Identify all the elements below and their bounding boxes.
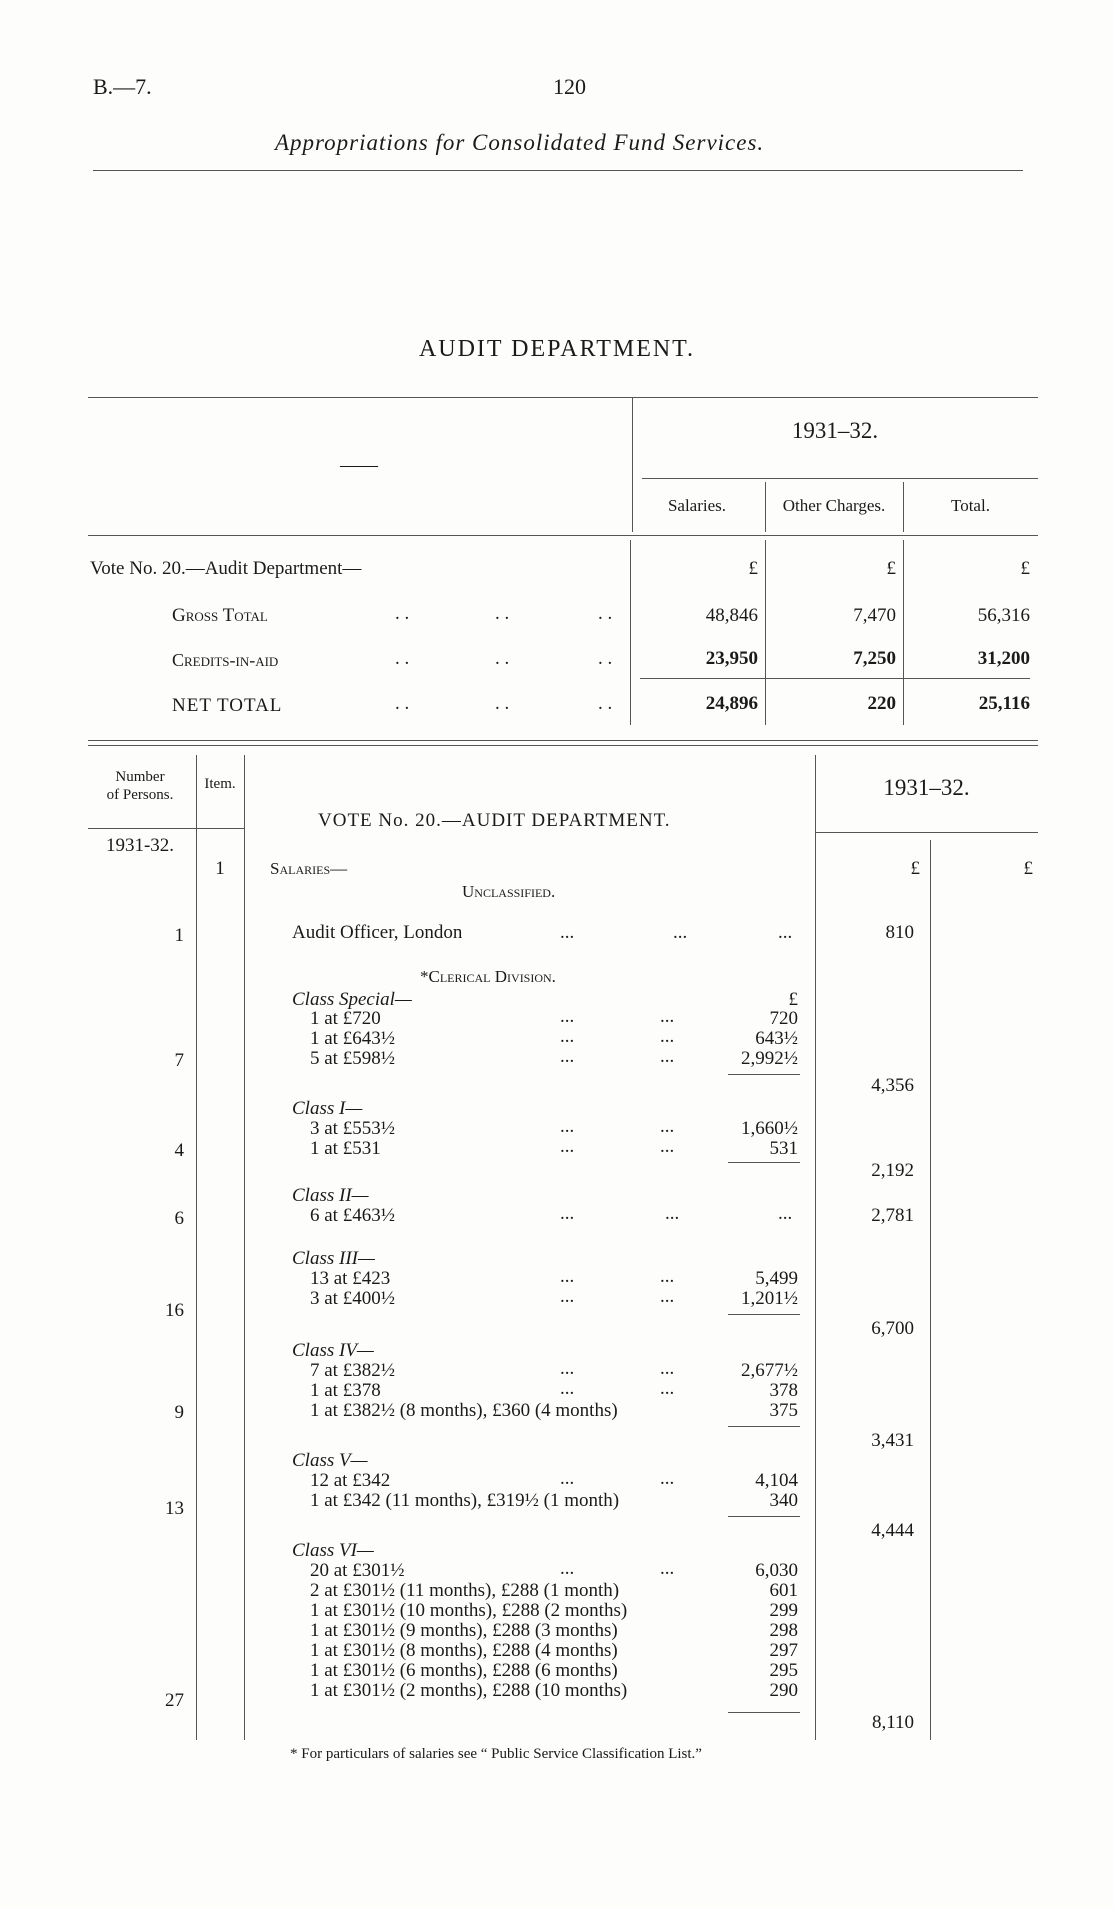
class-ii-subtotal: 2,781 (871, 1205, 914, 1226)
currency-total: £ (1020, 558, 1030, 579)
persons-class-vi: 27 (165, 1690, 184, 1711)
summary-body-sep (765, 540, 766, 725)
department-title: AUDIT DEPARTMENT. (418, 336, 696, 362)
sub-currency: £ (788, 989, 798, 1010)
ellipsis: ... (778, 1203, 793, 1224)
col-total: Total. (951, 496, 990, 515)
dot-leader: . . (495, 693, 510, 714)
document-code: B.—7. (93, 74, 152, 99)
footnote: * For particulars of salaries see “ Public Service Classification List.” (290, 1746, 702, 1762)
line-text: 6 at £463½ (310, 1205, 395, 1226)
line-text: 1 at £301½ (10 months), £288 (2 months) (310, 1600, 628, 1621)
dot-leader: . . (395, 648, 410, 669)
persons-class-iii: 16 (165, 1300, 184, 1321)
summary-year: 1931–32. (791, 418, 879, 443)
gross-salaries: 48,846 (705, 605, 758, 626)
persons-class-special: 7 (174, 1050, 184, 1071)
ellipsis: ... (560, 1286, 575, 1307)
line-amount: 1,660½ (741, 1118, 798, 1139)
ellipsis: ... (660, 1266, 675, 1287)
class-special-label: Class Special— (292, 989, 412, 1010)
gross-other: 7,470 (853, 605, 896, 626)
amount-col-divider (930, 840, 931, 1740)
line-amount: 2,677½ (741, 1360, 798, 1381)
line-text: 5 at £598½ (310, 1048, 395, 1069)
detail-currency-2: £ (1023, 858, 1033, 879)
line-text: 7 at £382½ (310, 1360, 395, 1381)
persons-item-divider (196, 755, 197, 1740)
line-text: 20 at £301½ (310, 1560, 405, 1581)
ellipsis: ... (778, 922, 793, 943)
summary-dash: —— (340, 455, 378, 476)
line-text: 3 at £553½ (310, 1118, 395, 1139)
subtotal-rule (728, 1314, 800, 1315)
line-text: 1 at £301½ (2 months), £288 (10 months) (310, 1680, 628, 1701)
subtotal-rule (728, 1074, 800, 1075)
class-v-label: Class V— (292, 1450, 368, 1471)
line-text: 13 at £423 (310, 1268, 391, 1289)
ellipsis: ... (660, 1358, 675, 1379)
header-rule (93, 170, 1023, 171)
dot-leader: . . (495, 648, 510, 669)
class-iii-subtotal: 6,700 (871, 1318, 914, 1339)
persons-class-iv: 9 (174, 1402, 184, 1423)
summary-bottom-rule-2 (88, 745, 1038, 746)
net-other: 220 (867, 693, 896, 714)
ellipsis: ... (673, 922, 688, 943)
credits-other: 7,250 (853, 648, 896, 669)
class-i-label: Class I— (292, 1098, 363, 1119)
col-number-label: Number (115, 769, 165, 785)
line-text: 1 at £301½ (9 months), £288 (3 months) (310, 1620, 618, 1641)
ellipsis: ... (660, 1116, 675, 1137)
ellipsis: ... (660, 1468, 675, 1489)
item-desc-divider (244, 755, 245, 1740)
line-text: 1 at £342 (11 months), £319½ (1 month) (310, 1490, 620, 1511)
summary-body-sep (630, 540, 631, 725)
credits-salaries: 23,950 (705, 648, 758, 669)
currency-salaries: £ (748, 558, 758, 579)
col-other-charges: Other Charges. (782, 496, 886, 515)
detail-vote-heading: VOTE No. 20.—AUDIT DEPARTMENT. (318, 810, 671, 831)
dot-leader: . . (395, 603, 410, 624)
credits-total: 31,200 (977, 648, 1030, 669)
line-text: 1 at £378 (310, 1380, 381, 1401)
ellipsis: ... (560, 1558, 575, 1579)
page-number: 120 (553, 74, 586, 99)
dot-leader: . . (495, 603, 510, 624)
ellipsis: ... (560, 1136, 575, 1157)
subtotal-rule (728, 1712, 800, 1713)
currency-other: £ (886, 558, 896, 579)
subtotal-rule (728, 1516, 800, 1517)
line-text: 1 at £643½ (310, 1028, 395, 1049)
summary-bottom-rule (88, 740, 1038, 741)
summary-body-sep (903, 540, 904, 725)
net-rule (640, 678, 1030, 679)
ellipsis: ... (560, 1046, 575, 1067)
ellipsis: ... (560, 1378, 575, 1399)
summary-head-rule (88, 535, 1038, 536)
ellipsis: ... (560, 1266, 575, 1287)
line-amount: 375 (769, 1400, 798, 1421)
vote-label: Vote No. 20.—Audit Department— (90, 558, 362, 579)
summary-year-rule (642, 478, 1038, 479)
ellipsis: ... (665, 1203, 680, 1224)
dot-leader: . . (598, 603, 613, 624)
gross-total: 56,316 (977, 605, 1030, 626)
ellipsis: ... (560, 1203, 575, 1224)
detail-currency-1: £ (910, 858, 920, 879)
ellipsis: ... (560, 1116, 575, 1137)
ellipsis: ... (660, 1136, 675, 1157)
line-text: 1 at £301½ (8 months), £288 (4 months) (310, 1640, 618, 1661)
item-number: 1 (215, 858, 225, 879)
detail-year: 1931–32. (883, 775, 970, 800)
line-amount: 4,104 (755, 1470, 798, 1491)
summary-top-rule (88, 397, 1038, 398)
line-amount: 297 (769, 1640, 798, 1661)
line-amount: 6,030 (755, 1560, 798, 1581)
gross-total-label: Gross Total (172, 605, 268, 626)
class-iv-label: Class IV— (292, 1340, 374, 1361)
ellipsis: ... (660, 1006, 675, 1027)
class-ii-label: Class II— (292, 1185, 369, 1206)
dot-leader: . . (598, 693, 613, 714)
persons-audit-officer: 1 (174, 925, 184, 946)
persons-head-rule (88, 828, 244, 829)
col-of-persons-label: of Persons. (106, 787, 174, 803)
clerical-division-label: *Clerical Division. (420, 967, 556, 986)
line-text: 2 at £301½ (11 months), £288 (1 month) (310, 1580, 620, 1601)
persons-year: 1931-32. (105, 835, 175, 856)
line-amount: 298 (769, 1620, 798, 1641)
net-salaries: 24,896 (705, 693, 758, 714)
persons-class-ii: 6 (174, 1208, 184, 1229)
col-number-of-persons (88, 768, 192, 804)
line-amount: 5,499 (755, 1268, 798, 1289)
ellipsis: ... (660, 1046, 675, 1067)
ellipsis: ... (560, 1006, 575, 1027)
line-amount: 340 (769, 1490, 798, 1511)
page-title: Appropriations for Consolidated Fund Services. (275, 130, 765, 155)
line-amount: 295 (769, 1660, 798, 1681)
desc-amount-divider (815, 755, 816, 1740)
class-iv-subtotal: 3,431 (871, 1430, 914, 1451)
net-total: 25,116 (978, 693, 1030, 714)
class-vi-label: Class VI— (292, 1540, 374, 1561)
credits-in-aid-label: Credits-in-aid (172, 650, 279, 670)
persons-class-i: 4 (174, 1140, 184, 1161)
subtotal-rule (728, 1162, 800, 1163)
dot-leader: . . (395, 693, 410, 714)
net-total-label: NET TOTAL (172, 695, 283, 716)
subtotal-rule (728, 1426, 800, 1427)
line-text: 1 at £301½ (6 months), £288 (6 months) (310, 1660, 618, 1681)
line-amount: 2,992½ (741, 1048, 798, 1069)
ellipsis: ... (560, 1358, 575, 1379)
line-text: 3 at £400½ (310, 1288, 395, 1309)
line-text: 12 at £342 (310, 1470, 391, 1491)
line-amount: 531 (769, 1138, 798, 1159)
line-text: 1 at £720 (310, 1008, 381, 1029)
persons-class-v: 13 (165, 1498, 184, 1519)
ellipsis: ... (560, 1468, 575, 1489)
dot-leader: . . (598, 648, 613, 669)
line-text: 1 at £531 (310, 1138, 381, 1159)
audit-officer-label: Audit Officer, London (292, 922, 463, 943)
line-amount: 290 (769, 1680, 798, 1701)
ellipsis: ... (660, 1026, 675, 1047)
col-item: Item. (204, 776, 236, 792)
ellipsis: ... (660, 1558, 675, 1579)
class-v-subtotal: 4,444 (871, 1520, 914, 1541)
ellipsis: ... (660, 1378, 675, 1399)
audit-officer-amount: 810 (885, 922, 914, 943)
line-amount: 378 (769, 1380, 798, 1401)
ellipsis: ... (660, 1286, 675, 1307)
unclassified-label: Unclassified. (462, 882, 556, 901)
ellipsis: ... (560, 1026, 575, 1047)
class-vi-subtotal: 8,110 (871, 1712, 914, 1733)
ellipsis: ... (560, 922, 575, 943)
class-iii-label: Class III— (292, 1248, 375, 1269)
line-amount: 1,201½ (741, 1288, 798, 1309)
salaries-label: Salaries— (270, 859, 348, 878)
line-text: 1 at £382½ (8 months), £360 (4 months) (310, 1400, 618, 1421)
class-special-subtotal: 4,356 (871, 1075, 914, 1096)
line-amount: 720 (769, 1008, 798, 1029)
class-i-subtotal: 2,192 (871, 1160, 914, 1181)
line-amount: 601 (769, 1580, 798, 1601)
line-amount: 299 (769, 1600, 798, 1621)
col-salaries: Salaries. (667, 496, 727, 515)
line-amount: 643½ (755, 1028, 798, 1049)
detail-year-rule (815, 832, 1038, 833)
